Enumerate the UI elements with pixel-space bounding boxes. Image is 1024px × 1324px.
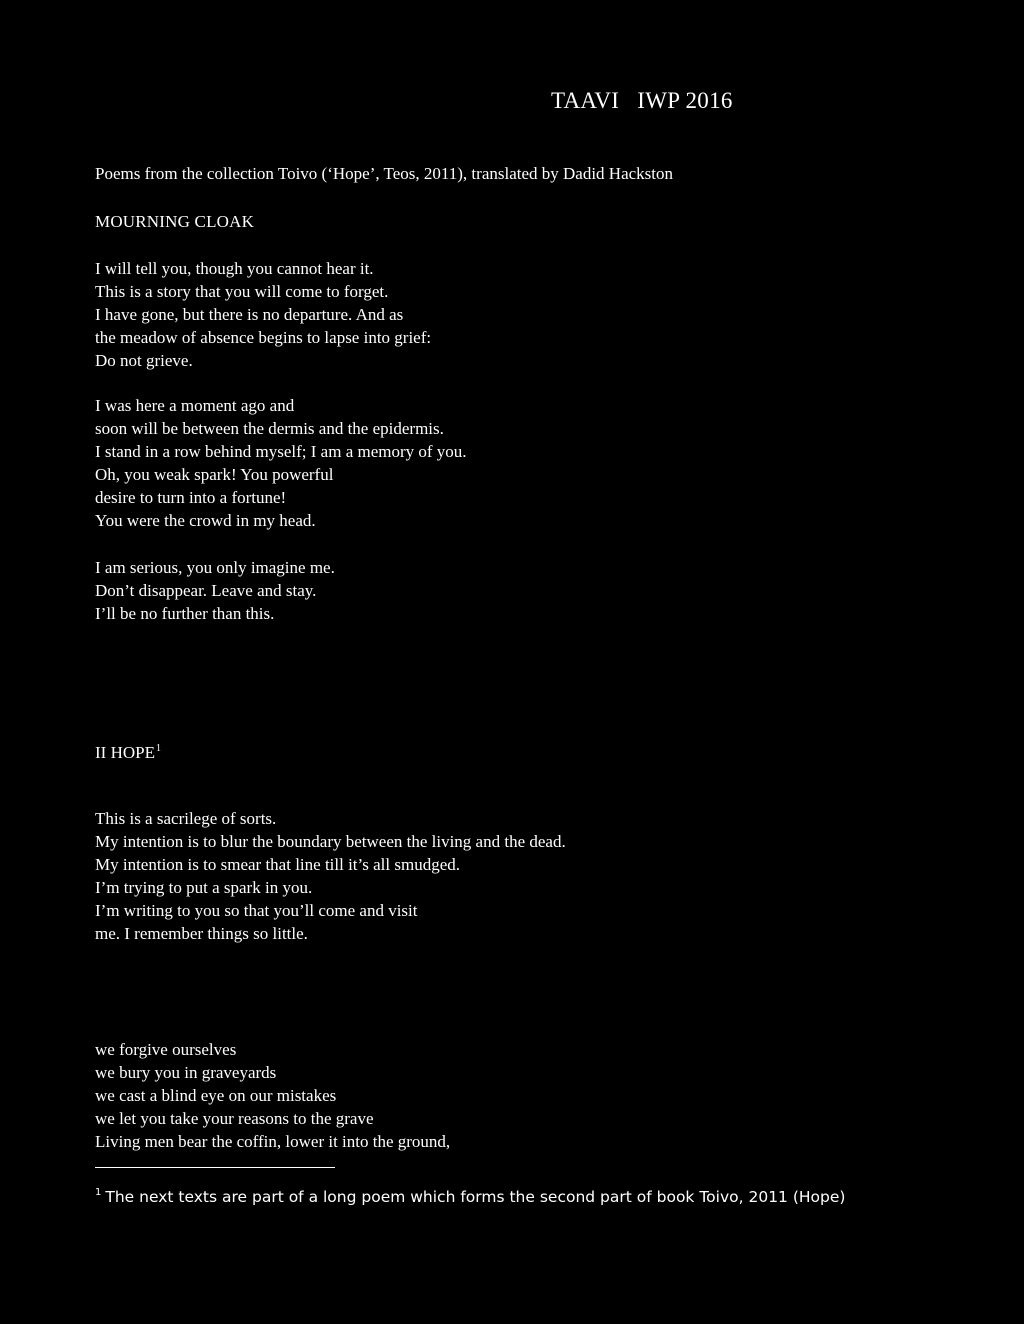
poem-line: desire to turn into a fortune!	[95, 488, 287, 507]
poem-title-hope	[95, 737, 161, 764]
page-header	[551, 88, 733, 114]
program-label: IWP 2016	[637, 88, 733, 113]
poem-line: This is a story that you will come to forget.	[95, 282, 389, 301]
stanza	[95, 1038, 450, 1153]
poem-line: we bury you in graveyards	[95, 1063, 277, 1082]
footnote-text: The next texts are part of a long poem which forms the second part of book Toivo, 2011 (Hope)	[105, 1188, 846, 1206]
poem-line: me. I remember things so little.	[95, 924, 308, 943]
footnote	[95, 1182, 845, 1208]
footnote-reference[interactable]: 1	[155, 743, 161, 754]
poem-line: My intention is to smear that line till it’s all smudged.	[95, 855, 460, 874]
collection-intro: Poems from the collection Toivo (‘Hope’, Teos, 2011), translated by Dadid Hackston	[95, 164, 674, 183]
poem-line: I’m trying to put a spark in you.	[95, 878, 313, 897]
poem-line: I’m writing to you so that you’ll come and visit	[95, 901, 418, 920]
poem-line: You were the crowd in my head.	[95, 511, 316, 530]
poem-line: we forgive ourselves	[95, 1040, 237, 1059]
poem-line: I’ll be no further than this.	[95, 604, 275, 623]
poem-line: I was here a moment ago and	[95, 396, 295, 415]
poem-line: Living men bear the coffin, lower it into the ground,	[95, 1132, 451, 1151]
poem-line: This is a sacrilege of sorts.	[95, 809, 277, 828]
stanza	[95, 807, 566, 945]
poem-line: Don’t disappear. Leave and stay.	[95, 581, 317, 600]
stanza	[95, 556, 335, 625]
poem-line: I am serious, you only imagine me.	[95, 558, 335, 577]
footnote-divider	[95, 1167, 335, 1168]
poem-line: My intention is to blur the boundary between the living and the dead.	[95, 832, 566, 851]
footnote-mark: 1	[95, 1187, 102, 1198]
poem-line: I have gone, but there is no departure. And as	[95, 305, 404, 324]
poem-title-mourning-cloak: MOURNING CLOAK	[95, 212, 255, 231]
poem-line: I stand in a row behind myself; I am a memory of you.	[95, 442, 467, 461]
poem-line: we let you take your reasons to the grave	[95, 1109, 374, 1128]
poem-title-text: II HOPE	[95, 743, 155, 762]
poem-line: we cast a blind eye on our mistakes	[95, 1086, 337, 1105]
stanza	[95, 394, 467, 532]
poem-line: Do not grieve.	[95, 351, 193, 370]
poem-line: I will tell you, though you cannot hear it.	[95, 259, 374, 278]
poem-line: soon will be between the dermis and the epidermis.	[95, 419, 444, 438]
poem-line: Oh, you weak spark! You powerful	[95, 465, 334, 484]
poem-line: the meadow of absence begins to lapse into grief:	[95, 328, 432, 347]
author-name: TAAVI	[551, 88, 620, 113]
stanza	[95, 257, 431, 372]
